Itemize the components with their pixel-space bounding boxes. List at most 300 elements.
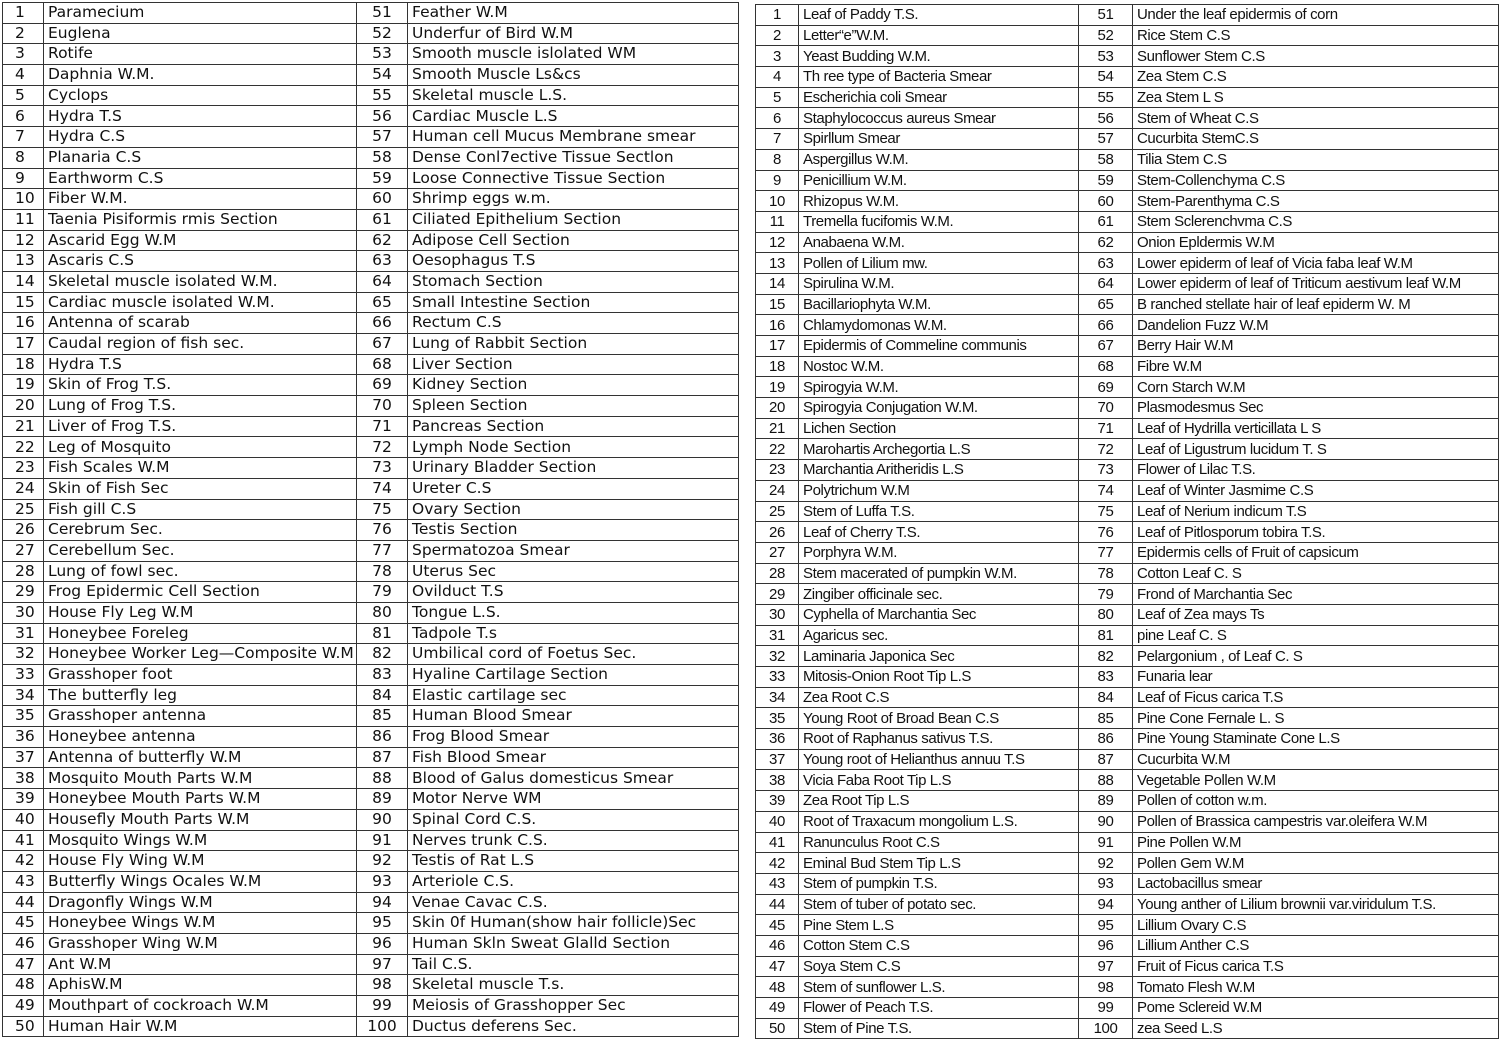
item-number: 99 — [357, 996, 408, 1017]
item-name: Liver of Frog T.S. — [44, 416, 357, 437]
item-number: 34 — [756, 687, 799, 708]
item-number: 69 — [357, 375, 408, 396]
item-number: 67 — [1079, 336, 1133, 357]
item-name: Rectum C.S — [408, 313, 739, 334]
item-name: Sunflower Stem C.S — [1133, 46, 1499, 67]
item-number: 10 — [756, 191, 799, 212]
item-number: 64 — [1079, 273, 1133, 294]
item-number: 93 — [357, 871, 408, 892]
table-row — [756, 749, 1499, 770]
item-number: 46 — [3, 933, 44, 954]
item-number: 39 — [3, 789, 44, 810]
item-number: 75 — [1079, 501, 1133, 522]
item-name: Human Blood Smear — [408, 706, 739, 727]
item-number: 56 — [1079, 108, 1133, 129]
item-name: Soya Stem C.S — [799, 956, 1079, 977]
item-number: 41 — [3, 830, 44, 851]
item-name: Testis of Rat L.S — [408, 851, 739, 872]
item-number: 17 — [756, 336, 799, 357]
item-number: 5 — [3, 85, 44, 106]
item-number: 47 — [3, 954, 44, 975]
table-row — [3, 892, 739, 913]
item-number: 70 — [1079, 398, 1133, 419]
table-row — [756, 791, 1499, 812]
item-name: Human Hair W.M — [44, 1016, 357, 1037]
item-name: Rhizopus W.M. — [799, 191, 1079, 212]
item-name: Smooth muscle islolated WM — [408, 44, 739, 65]
item-number: 48 — [3, 975, 44, 996]
item-number: 20 — [3, 396, 44, 417]
item-name: Bacillariophyta W.M. — [799, 294, 1079, 315]
table-row — [3, 458, 739, 479]
table-row — [756, 377, 1499, 398]
item-name: Underfur of Bird W.M — [408, 23, 739, 44]
item-name: Pollen of Brassica campestris var.oleifera W.M — [1133, 811, 1499, 832]
item-number: 13 — [3, 251, 44, 272]
item-name: Ovary Section — [408, 499, 739, 520]
item-number: 93 — [1079, 873, 1133, 894]
item-number: 66 — [357, 313, 408, 334]
item-number: 54 — [1079, 67, 1133, 88]
item-name: Kidney Section — [408, 375, 739, 396]
item-number: 28 — [756, 563, 799, 584]
item-number: 47 — [756, 956, 799, 977]
item-name: Lillium Ovary C.S — [1133, 915, 1499, 936]
item-name: Tomato Flesh W.M — [1133, 977, 1499, 998]
item-number: 18 — [756, 356, 799, 377]
table-row — [756, 708, 1499, 729]
item-number: 8 — [756, 149, 799, 170]
table-row — [3, 789, 739, 810]
item-number: 87 — [357, 747, 408, 768]
item-number: 85 — [357, 706, 408, 727]
item-name: Young anther of Lilium brownii var.viridulum T.S. — [1133, 894, 1499, 915]
item-number: 42 — [756, 853, 799, 874]
item-name: Rice Stem C.S — [1133, 25, 1499, 46]
table-row — [756, 46, 1499, 67]
table-row — [3, 520, 739, 541]
item-number: 30 — [3, 602, 44, 623]
item-name: Honeybee Wings W.M — [44, 913, 357, 934]
item-number: 13 — [756, 253, 799, 274]
item-name: Leaf of Cherry T.S. — [799, 522, 1079, 543]
table-row — [756, 853, 1499, 874]
item-number: 31 — [756, 625, 799, 646]
item-number: 5 — [756, 87, 799, 108]
item-number: 23 — [3, 458, 44, 479]
item-name: Leaf of Zea mays Ts — [1133, 604, 1499, 625]
table-row — [3, 44, 739, 65]
zoology-slide-table-body — [3, 3, 739, 1037]
item-number: 10 — [3, 189, 44, 210]
item-name: Adipose Cell Section — [408, 230, 739, 251]
table-row — [756, 894, 1499, 915]
table-row — [3, 623, 739, 644]
table-row — [756, 501, 1499, 522]
item-number: 57 — [357, 127, 408, 148]
item-name: Fruit of Ficus carica T.S — [1133, 956, 1499, 977]
item-number: 19 — [756, 377, 799, 398]
item-number: 51 — [357, 3, 408, 24]
item-number: 80 — [357, 602, 408, 623]
table-row — [756, 604, 1499, 625]
table-row — [3, 23, 739, 44]
item-number: 12 — [3, 230, 44, 251]
item-number: 82 — [1079, 646, 1133, 667]
item-name: House Fly Wing W.M — [44, 851, 357, 872]
item-number: 73 — [1079, 460, 1133, 481]
table-row — [756, 1018, 1499, 1039]
item-number: 45 — [3, 913, 44, 934]
item-name: Funaria lear — [1133, 667, 1499, 688]
item-number: 22 — [756, 439, 799, 460]
item-name: Cardiac muscle isolated W.M. — [44, 292, 357, 313]
table-row — [756, 273, 1499, 294]
item-number: 4 — [3, 65, 44, 86]
item-number: 6 — [3, 106, 44, 127]
item-number: 63 — [1079, 253, 1133, 274]
item-name: Plasmodesmus Sec — [1133, 398, 1499, 419]
item-name: Cotton Leaf C. S — [1133, 563, 1499, 584]
item-number: 8 — [3, 147, 44, 168]
item-number: 33 — [756, 667, 799, 688]
table-row — [3, 65, 739, 86]
item-name: Butterfly Wings Ocales W.M — [44, 871, 357, 892]
table-row — [3, 582, 739, 603]
item-number: 58 — [1079, 149, 1133, 170]
table-row — [756, 832, 1499, 853]
table-row — [3, 189, 739, 210]
item-number: 50 — [756, 1018, 799, 1039]
item-name: Stem Sclerenchvma C.S — [1133, 211, 1499, 232]
item-number: 90 — [1079, 811, 1133, 832]
item-name: Cyclops — [44, 85, 357, 106]
item-number: 36 — [756, 729, 799, 750]
item-number: 78 — [1079, 563, 1133, 584]
item-number: 84 — [1079, 687, 1133, 708]
table-row — [756, 873, 1499, 894]
table-row — [3, 975, 739, 996]
item-name: Cyphella of Marchantia Sec — [799, 604, 1079, 625]
item-name: Pollen of Lilium mw. — [799, 253, 1079, 274]
item-name: B ranched stellate hair of leaf epiderm W. M — [1133, 294, 1499, 315]
item-name: Urinary Bladder Section — [408, 458, 739, 479]
item-number: 30 — [756, 604, 799, 625]
item-name: Paramecium — [44, 3, 357, 24]
item-number: 38 — [3, 768, 44, 789]
item-name: Vicia Faba Root Tip L.S — [799, 770, 1079, 791]
item-name: Skeletal muscle L.S. — [408, 85, 739, 106]
item-name: Hyaline Cartilage Section — [408, 665, 739, 686]
table-row — [756, 87, 1499, 108]
table-row — [756, 191, 1499, 212]
table-row — [3, 3, 739, 24]
item-name: Lung of fowl sec. — [44, 561, 357, 582]
item-name: Aspergillus W.M. — [799, 149, 1079, 170]
item-name: Anabaena W.M. — [799, 232, 1079, 253]
item-name: Hydra T.S — [44, 106, 357, 127]
item-name: Tremella fucifomis W.M. — [799, 211, 1079, 232]
item-name: Tadpole T.s — [408, 623, 739, 644]
item-number: 85 — [1079, 708, 1133, 729]
item-name: Chlamydomonas W.M. — [799, 315, 1079, 336]
table-row — [756, 956, 1499, 977]
item-name: Cerebellum Sec. — [44, 540, 357, 561]
item-name: Tail C.S. — [408, 954, 739, 975]
item-number: 52 — [357, 23, 408, 44]
item-number: 83 — [357, 665, 408, 686]
item-name: Leaf of Nerium indicum T.S — [1133, 501, 1499, 522]
item-name: Euglena — [44, 23, 357, 44]
item-number: 91 — [357, 830, 408, 851]
item-number: 2 — [3, 23, 44, 44]
item-name: Nostoc W.M. — [799, 356, 1079, 377]
item-number: 27 — [3, 540, 44, 561]
item-number: 38 — [756, 770, 799, 791]
item-number: 28 — [3, 561, 44, 582]
item-number: 90 — [357, 809, 408, 830]
table-row — [3, 127, 739, 148]
item-number: 32 — [756, 646, 799, 667]
item-number: 81 — [357, 623, 408, 644]
table-row — [756, 232, 1499, 253]
item-name: Zea Root Tip L.S — [799, 791, 1079, 812]
item-number: 48 — [756, 977, 799, 998]
item-name: Honeybee Worker Leg—Composite W.M — [44, 644, 357, 665]
table-row — [3, 602, 739, 623]
item-name: Young root of Helianthus annuu T.S — [799, 749, 1079, 770]
item-number: 22 — [3, 437, 44, 458]
item-name: Stem of Luffa T.S. — [799, 501, 1079, 522]
table-row — [3, 996, 739, 1017]
item-number: 32 — [3, 644, 44, 665]
item-name: Ascarid Egg W.M — [44, 230, 357, 251]
table-row — [756, 129, 1499, 150]
item-name: Root of Traxacum mongolium L.S. — [799, 811, 1079, 832]
item-name: Liver Section — [408, 354, 739, 375]
item-number: 76 — [357, 520, 408, 541]
item-number: 14 — [3, 271, 44, 292]
item-name: Earthworm C.S — [44, 168, 357, 189]
item-number: 37 — [756, 749, 799, 770]
item-number: 39 — [756, 791, 799, 812]
item-name: Ranunculus Root C.S — [799, 832, 1079, 853]
item-name: Penicillium W.M. — [799, 170, 1079, 191]
item-number: 3 — [3, 44, 44, 65]
item-name: Nerves trunk C.S. — [408, 830, 739, 851]
item-number: 46 — [756, 935, 799, 956]
item-name: Honeybee antenna — [44, 727, 357, 748]
item-name: Spirogyia W.M. — [799, 377, 1079, 398]
item-name: Hydra C.S — [44, 127, 357, 148]
item-name: Escherichia coli Smear — [799, 87, 1079, 108]
item-number: 4 — [756, 67, 799, 88]
table-row — [756, 315, 1499, 336]
item-number: 69 — [1079, 377, 1133, 398]
item-name: Frond of Marchantia Sec — [1133, 584, 1499, 605]
item-name: Mosquito Mouth Parts W.M — [44, 768, 357, 789]
item-number: 86 — [1079, 729, 1133, 750]
item-name: Pelargonium , of Leaf C. S — [1133, 646, 1499, 667]
item-number: 7 — [756, 129, 799, 150]
item-name: Feather W.M — [408, 3, 739, 24]
item-name: Cotton Stem C.S — [799, 935, 1079, 956]
item-name: Flower of Lilac T.S. — [1133, 460, 1499, 481]
item-number: 26 — [3, 520, 44, 541]
table-row — [3, 437, 739, 458]
item-name: Agaricus sec. — [799, 625, 1079, 646]
item-number: 59 — [1079, 170, 1133, 191]
item-name: Spirllum Smear — [799, 129, 1079, 150]
table-row — [3, 706, 739, 727]
table-row — [756, 211, 1499, 232]
table-row — [3, 499, 739, 520]
item-number: 12 — [756, 232, 799, 253]
item-name: Arteriole C.S. — [408, 871, 739, 892]
item-number: 71 — [357, 416, 408, 437]
item-name: Lung of Frog T.S. — [44, 396, 357, 417]
item-number: 88 — [357, 768, 408, 789]
table-row — [3, 644, 739, 665]
item-number: 100 — [1079, 1018, 1133, 1039]
item-name: Eminal Bud Stem Tip L.S — [799, 853, 1079, 874]
item-number: 96 — [1079, 935, 1133, 956]
item-name: Zea Stem L S — [1133, 87, 1499, 108]
table-row — [3, 292, 739, 313]
item-name: Fish Blood Smear — [408, 747, 739, 768]
item-name: Ant W.M — [44, 954, 357, 975]
item-number: 16 — [756, 315, 799, 336]
item-name: Dense Conl7ective Tissue Sectlon — [408, 147, 739, 168]
item-number: 27 — [756, 542, 799, 563]
item-name: Cardiac Muscle L.S — [408, 106, 739, 127]
item-number: 98 — [357, 975, 408, 996]
item-number: 92 — [357, 851, 408, 872]
item-number: 37 — [3, 747, 44, 768]
table-row — [3, 809, 739, 830]
table-row — [3, 478, 739, 499]
item-name: Fish gill C.S — [44, 499, 357, 520]
item-number: 97 — [1079, 956, 1133, 977]
item-name: zea Seed L.S — [1133, 1018, 1499, 1039]
item-number: 40 — [756, 811, 799, 832]
item-number: 53 — [1079, 46, 1133, 67]
item-name: Staphylococcus aureus Smear — [799, 108, 1079, 129]
item-number: 15 — [3, 292, 44, 313]
item-number: 6 — [756, 108, 799, 129]
item-number: 61 — [357, 209, 408, 230]
item-name: Umbilical cord of Foetus Sec. — [408, 644, 739, 665]
item-name: Antenna of butterfly W.M — [44, 747, 357, 768]
item-name: Mosquito Wings W.M — [44, 830, 357, 851]
item-number: 63 — [357, 251, 408, 272]
item-name: Pine Young Staminate Cone L.S — [1133, 729, 1499, 750]
table-row — [3, 561, 739, 582]
item-name: Motor Nerve WM — [408, 789, 739, 810]
item-name: Frog Blood Smear — [408, 727, 739, 748]
item-number: 60 — [357, 189, 408, 210]
item-name: Taenia Pisiformis rmis Section — [44, 209, 357, 230]
table-row — [756, 729, 1499, 750]
table-row — [3, 106, 739, 127]
item-name: Tongue L.S. — [408, 602, 739, 623]
item-number: 42 — [3, 851, 44, 872]
item-number: 1 — [3, 3, 44, 24]
item-name: Leaf of Hydrilla verticillata L S — [1133, 418, 1499, 439]
item-name: Small Intestine Section — [408, 292, 739, 313]
item-name: Caudal region of fish sec. — [44, 334, 357, 355]
item-number: 41 — [756, 832, 799, 853]
table-row — [3, 913, 739, 934]
item-number: 82 — [357, 644, 408, 665]
item-name: Berry Hair W.M — [1133, 336, 1499, 357]
table-row — [3, 851, 739, 872]
table-row — [3, 747, 739, 768]
item-name: Human Skln Sweat Glalld Section — [408, 933, 739, 954]
item-name: Meiosis of Grasshopper Sec — [408, 996, 739, 1017]
item-name: House Fly Leg W.M — [44, 602, 357, 623]
item-number: 54 — [357, 65, 408, 86]
item-number: 62 — [357, 230, 408, 251]
item-name: Ovilduct T.S — [408, 582, 739, 603]
item-number: 43 — [756, 873, 799, 894]
item-name: Dandelion Fuzz W.M — [1133, 315, 1499, 336]
table-row — [756, 770, 1499, 791]
table-row — [3, 147, 739, 168]
item-number: 95 — [1079, 915, 1133, 936]
table-row — [756, 460, 1499, 481]
item-number: 9 — [756, 170, 799, 191]
item-number: 75 — [357, 499, 408, 520]
item-name: Root of Raphanus sativus T.S. — [799, 729, 1079, 750]
table-row — [756, 418, 1499, 439]
item-name: Epidermis cells of Fruit of capsicum — [1133, 542, 1499, 563]
item-number: 19 — [3, 375, 44, 396]
item-name: Vegetable Pollen W.M — [1133, 770, 1499, 791]
botany-slide-table — [755, 4, 1499, 1039]
item-number: 62 — [1079, 232, 1133, 253]
item-name: Spermatozoa Smear — [408, 540, 739, 561]
item-name: Under the leaf epidermis of corn — [1133, 5, 1499, 26]
table-row — [756, 811, 1499, 832]
table-row — [3, 665, 739, 686]
item-number: 21 — [756, 418, 799, 439]
item-number: 57 — [1079, 129, 1133, 150]
item-name: Cucurbita W.M — [1133, 749, 1499, 770]
item-number: 1 — [756, 5, 799, 26]
item-name: Lower epiderm of leaf of Vicia faba leaf W.M — [1133, 253, 1499, 274]
item-name: Zingiber officinale sec. — [799, 584, 1079, 605]
table-row — [3, 685, 739, 706]
item-number: 100 — [357, 1016, 408, 1037]
item-number: 24 — [3, 478, 44, 499]
table-row — [756, 149, 1499, 170]
item-number: 80 — [1079, 604, 1133, 625]
item-name: Rotife — [44, 44, 357, 65]
table-row — [3, 416, 739, 437]
item-name: Skin of Frog T.S. — [44, 375, 357, 396]
item-number: 11 — [3, 209, 44, 230]
item-name: Th ree type of Bacteria Smear — [799, 67, 1079, 88]
item-name: Frog Epidermic Cell Section — [44, 582, 357, 603]
item-number: 77 — [357, 540, 408, 561]
table-row — [3, 85, 739, 106]
item-number: 89 — [1079, 791, 1133, 812]
item-number: 61 — [1079, 211, 1133, 232]
item-number: 96 — [357, 933, 408, 954]
item-name: Laminaria Japonica Sec — [799, 646, 1079, 667]
item-number: 91 — [1079, 832, 1133, 853]
